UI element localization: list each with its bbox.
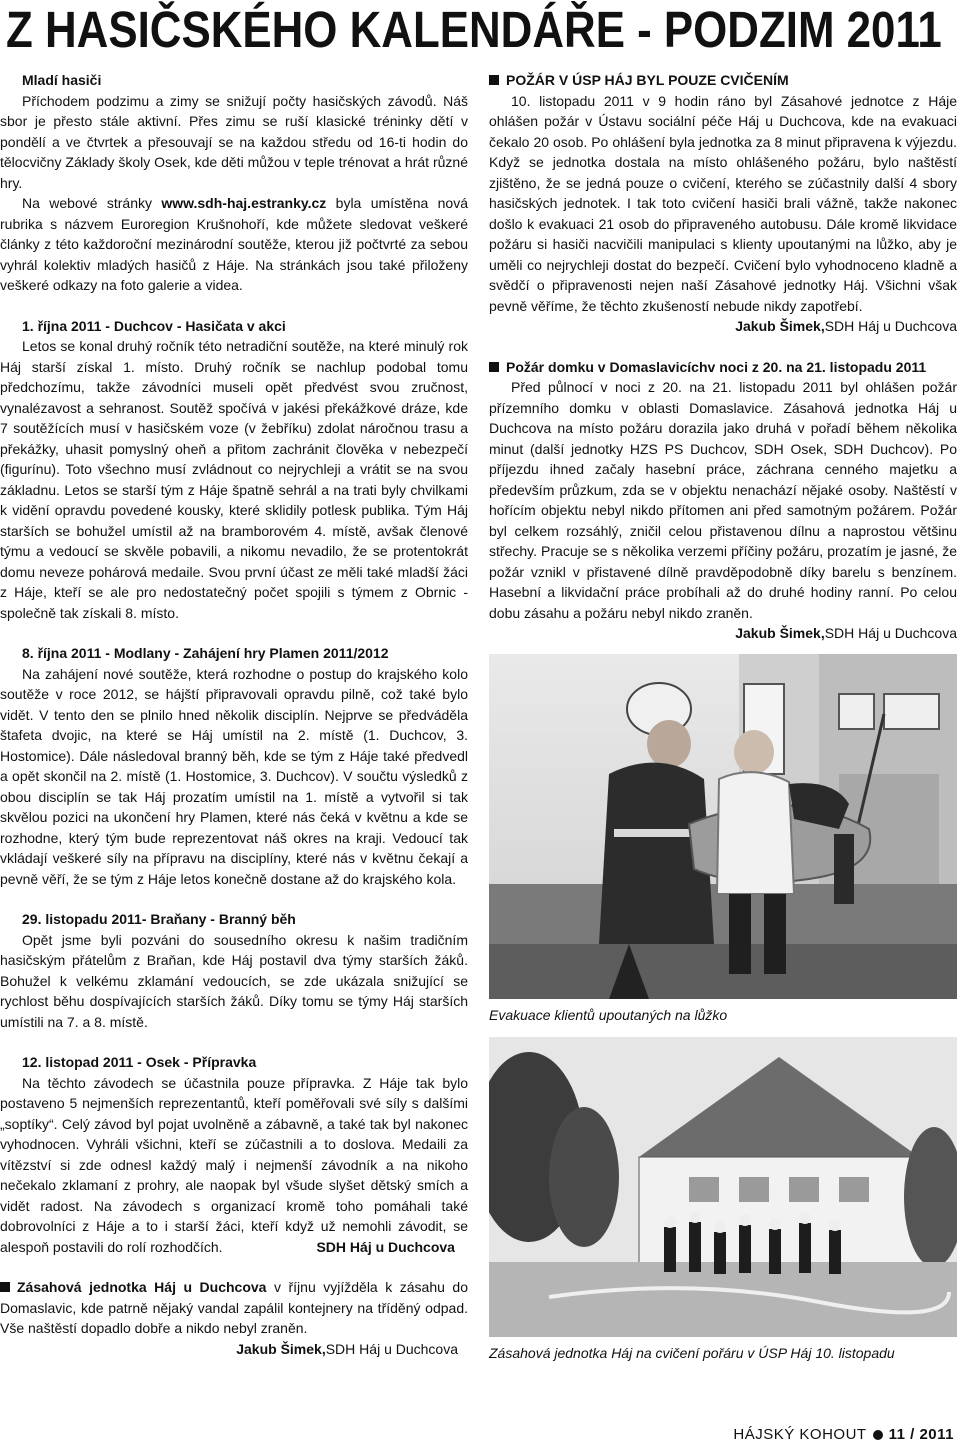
section-usp-heading-row [489,70,957,91]
bullet-square-icon [489,75,499,85]
signature-org: SDH Háj u Duchcova [325,1340,458,1357]
section-duchcov-heading: 1. října 2011 - Duchcov - Hasičata v akci [22,317,286,334]
right-column [489,70,957,1363]
section-osek-text: Na těchto závodech se účastnila pouze přípravka. Z Háje tak bylo postaveno 5 nejmenších reprezentantů, kteří poměřovali své síly s dalšími „soptíky“. Celý závod byl pojat uvolněně a zábavně, a také tak byl nakonec vyhodnocen. Vyhráli všichni, kteří se zúčastnili a to doslova. Medaili za vítězství si zde odnesl každý malý i nejmenší závodník a na nikoho nečekalo zklamaní z prohry, ale naopak byl všude slyšet dětský smích a vidět radost. Na závodech s organizací kromě toho pomáhali také dobrovolníci z Háje a to i starší žáci, kteří když už nemohli závodit, se alespoň postavili do rolí rozhodčích. [0,1074,468,1255]
section-domaslavice-signature [489,623,957,644]
website-text-b: byla umístěna nová rubrika s názvem Euroregion Krušnohoří, kde můžete sledovat veškeré články z této každoroční mezinárodní soutěže, kterou již počtvrté za sebou vyhrál kolektiv mladých hasičů z Háje. Na stránkách jsou také přiloženy veškeré odkazy na foto galerie a videa. [0,195,468,293]
section-zasahova-heading: Zásahová jednotka Háj u Duchcova [17,1279,267,1295]
evacuation-photo [489,654,957,999]
evacuation-photo-caption: Evakuace klientů upoutaných na lůžko [489,1006,728,1023]
mladi-hasici-section [0,70,468,296]
section-usp-cviceni [489,70,957,337]
section-osek-body [0,1073,468,1258]
section-domaslavice-body: Před půlnocí v noci z 20. na 21. listopadu 2011 byl ohlášen požár přízemního domku v oblasti Domaslavice. Zásahová jednotka Háj u Duchcova na místo požáru dorazila jako druhá v pořadí během několika minut (další jednotky HZS PS Duchcov, SDH Osek, SDH Duchcov). Po příjezdu ihned začaly hasební práce, záchrana cenného majetku a především průzkum, zda se v objektu nenachází nějaké osoby. Naštěstí v hořícím objektu nebyl nikdo přítomen ani před samotným požárem. Požár byl celkem rozsáhlý, zničil celou přistavenou dílnu a naprostou většinu střechy. Pracuje se s několika verzemi příčiny požáru, prozatím je jasné, že požár vznikl v přistavené dílně pravděpodobně díky barelu s benzínem. Hasební a likvidační práce probíhali až do druhé hodiny ranní. Po celou dobu zásahu a požáru nebyl nikdo zraněn. [489,379,957,621]
website-paragraph [0,193,468,296]
section-modlany [0,643,468,889]
mladi-hasici-paragraph: Příchodem podzimu a zimy se snižují počty hasičských závodů. Náš sbor je přesto stále aktivní. Přes zimu se ruší klasické tréninky dětí v pondělí a ve čtvrtek a přesouvají se na každou středu od 16-ti hodin do tělocvičny Základy školy Osek, kde děti můžou v teple trénovat a hrát různé hry. [0,92,468,191]
section-duchcov-body: Letos se konal druhý ročník této netradiční soutěže, na které minulý rok Háj starší získal 1. místo. Druhý ročník se nachlup podobal tomu předchozímu, takže závodníci museli opět předvést svou zručnost, vynalézavost a sehranost. Soutěž spočívá v jakési překážkové dráze, kde 7 soutěžících musí v hasičském voze (v žebříku) zdolat náročnou trasu a překážky, uhasit pomyslný oheň a přitom zachránit člověka v nebezpečí (figurínu). Toto všechno musí zvládnout co nejrychleji a vrátit se na svou základnu. Letos se starší tým z Háje špatně sehrál a na trati byly chvilkami k vidění opravdu povedené kousky, které sklidily potlesk publika. Tým Háj starších se bohužel umístil až na bramborovém 4. místě, avšak členové týmu a vedoucí se skvěle pobavili, a nikomu nevadilo, že se protentokrát domu neveze pohárová medaile. Svou první účast ze měli také mladší žáci z Háje, kteří se ale pro nedostatečný počet spojili s týmem z Obrnic - společně tak získali 8. místo. [0,338,468,621]
section-branany [0,909,468,1032]
page-number: 11 / 2011 [888,1426,954,1443]
section-zasahova-body [0,1277,468,1339]
section-zasahova-signature [0,1339,468,1360]
left-column [0,70,468,1359]
section-zasahova-text: v říjnu vyjížděla k zásahu do Domaslavic, kde patrně nějaký vandal zapálil kontejnery na tříděný odpad. Vše naštěstí dopadlo dobře a nikdo nebyl zraněn. [0,1279,468,1336]
section-domaslavice [489,357,957,644]
signature-org: SDH Háj u Duchcova [824,625,957,641]
signature-name: Jakub Šimek, [735,318,825,334]
section-zasahova [0,1277,468,1359]
section-domaslavice-heading-row [489,357,957,378]
section-modlany-heading: 8. října 2011 - Modlany - Zahájení hry Plamen 2011/2012 [22,645,389,661]
bullet-square-icon [0,1282,10,1292]
section-branany-heading: 29. listopadu 2011- Braňany - Branný běh [22,911,296,927]
signature-name: Jakub Šimek, [735,625,825,641]
signature-name: Jakub Šimek, [236,1340,326,1357]
section-osek [0,1052,468,1257]
section-modlany-body: Na zahájení nové soutěže, která rozhodne o postup do krajského kolo soutěže v roce 2012, se hájští připravovali opravdu pilně, což také bylo vidět. V tento den se plnilo hned několik disciplín. Nejprve se předváděla štafeta dvojic, na které se Háj umístil na 2. místě (1. Duchcov, 3. Hostomice). Dále následoval branný běh, kde se tým z Háje také předvedl a opět skončil na 2. místě (1. Hostomice, 3. Duchcov). V součtu výsledků z obou disciplín se tak Háj prozatím umístil na 1. místě a vytvořil si tak skvělou pozici na ukončení hry Plamen, které nás čeká v květnu a kde se rozhodne, který tým bude reprezentovat náš okres na kraji. Vedoucí tak vkládají veškeré síly na přípravu na disciplíny, které nás v květnu čekají a pevně věří, že se tým z Háje letos konečně dostane až do krajského kola. [0,665,468,887]
unit-exercise-photo [489,1037,957,1337]
section-usp-body: 10. listopadu 2011 v 9 hodin ráno byl Zásahové jednotce z Háje ohlášen požár v Ústavu sociální péče Háj u Duchcova, kde na evakuaci čekalo 20 osob. Po ohlášení byla jednotka za 8 minut připravena k výjezdu. Když se jednotka dostala na místo ohlášeného požáru, bylo naštěstí zjištěno, že se jedná pouze o cvičení, kterého se zúčastnily další 4 sbory hasičských jednotek. I tak toto cvičení hasiči brali vážně, takže nakonec došlo k evakuaci 21 osob do připraveného autobusu. Dále kromě likvidace požáru si hasiči nacvičili manipulaci s klienty upoutanými na lůžko, aby je uměli co nejrychleji dostat do bezpečí. Cvičení bylo vyhodnoceno kladně a svědčí o připravenosti nejen naší Zásahové jednotky Háj. Všichni však pevně věříme, že těchto zkušeností nebude nikdy zapotřebí. [489,92,957,314]
unit-exercise-photo-image [489,1037,957,1337]
mladi-hasici-heading: Mladí hasiči [22,72,102,88]
signature-org: SDH Háj u Duchcova [824,318,957,334]
page-banner-title: Z HASIČSKÉHO KALENDÁŘE - PODZIM 2011 [6,1,942,58]
website-text-a: Na webové stránky [22,195,162,211]
bullet-square-icon [489,362,499,372]
unit-exercise-photo-caption: Zásahová jednotka Háj na cvičení pořáru v ÚSP Háj 10. listopadu [489,1344,895,1361]
website-link[interactable]: www.sdh-haj.estranky.cz [161,195,327,211]
publication-name: HÁJSKÝ KOHOUT [733,1426,867,1443]
section-osek-signature: SDH Háj u Duchcova [316,1238,455,1255]
section-domaslavice-heading: Požár domku v Domaslavicíchv noci z 20. na 21. listopadu 2011 [506,358,927,375]
section-usp-signature [489,316,957,337]
section-osek-heading: 12. listopad 2011 - Osek - Přípravka [22,1054,257,1070]
section-usp-heading: POŽÁR V ÚSP HÁJ BYL POUZE CVIČENÍM [506,72,789,88]
page-footer [733,1426,954,1443]
bullet-dot-icon [873,1430,883,1440]
section-duchcov [0,316,468,624]
evacuation-photo-image [489,654,957,999]
section-branany-body: Opět jsme byli pozváni do sousedního okresu k našim tradičním hasičským přátelům z Braňan, kde Háj postavil dva týmy starších žáků. Bohužel k velkému zklamání vedoucích, se zde ukázala snižující se rychlost běhu dospívajících starších žáků. Díky tomu se týmy Háj starších umístili na 7. a 8. místě. [0,931,468,1030]
